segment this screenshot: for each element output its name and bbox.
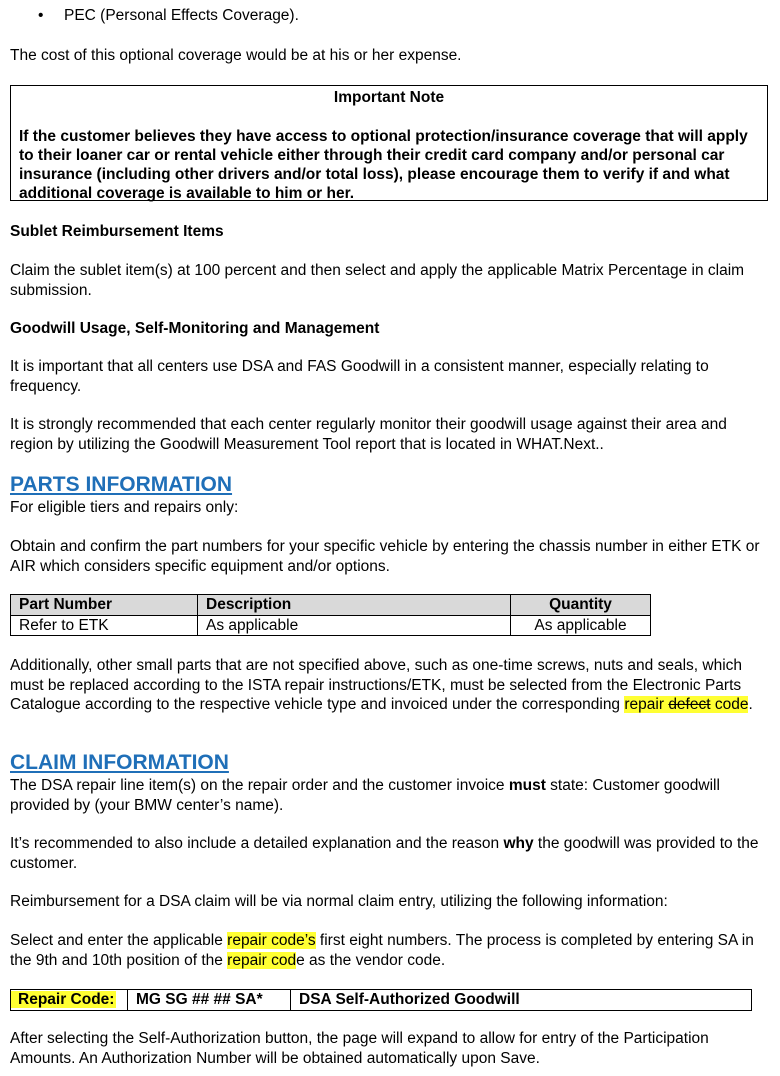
cost-text: The cost of this optional coverage would be at his or her expense. xyxy=(10,47,462,64)
p1-bold: must xyxy=(508,777,546,794)
p4-highlight-1: repair code’s xyxy=(227,932,316,949)
p2-post: the goodwill was provided to the customer. xyxy=(10,835,759,872)
claim-p4 xyxy=(10,931,770,970)
parts-additional xyxy=(10,656,770,715)
goodwill-text-2: It is strongly recommended that each center regularly monitor their goodwill usage against their area and region by utilizing the Goodwill Measurement Tool report that is located in WHAT.Next.. xyxy=(10,416,727,453)
claim-p1 xyxy=(10,776,770,815)
hl-repair-text: repair xyxy=(624,696,669,713)
parts-table xyxy=(10,594,651,636)
repair-code-table xyxy=(10,989,752,1011)
additional-end: . xyxy=(748,696,753,713)
rc-desc: DSA Self-Authorized Goodwill xyxy=(291,990,752,1011)
col-part-number: Part Number xyxy=(11,595,198,616)
parts-obtain: Obtain and confirm the part numbers for your specific vehicle by entering the chassis number in either ETK or AIR which considers specific equipment and/or options. xyxy=(10,538,760,575)
bullet-dot: • xyxy=(38,7,44,24)
note-body: If the customer believes they have access to optional protection/insurance coverage that will apply to their loaner car or rental vehicle either through their credit card company and/or personal car insurance (including other drivers and/or total loss), please encourage them to verify if and what additional coverage is available to him or her. xyxy=(19,127,748,203)
table-row xyxy=(11,615,651,636)
parts-heading: PARTS INFORMATION xyxy=(10,473,233,496)
additional-text: Additionally, other small parts that are not specified above, such as one-time screws, nuts and seals, which must be replaced according to the ISTA repair instructions/ETK, must be selected from the Electronic Parts Catalogue according to the respective vehicle type and invoiced under the corresponding xyxy=(10,657,743,713)
sublet-heading: Sublet Reimbursement Items xyxy=(10,223,224,240)
p1-post: state: Customer goodwill provided by (your BMW center’s name). xyxy=(10,777,720,814)
p4-b: first eight numbers. The process is completed by entering SA in the 9th and 10th position of the xyxy=(10,932,754,969)
p2-bold: why xyxy=(503,835,534,852)
p2-pre: It’s recommended to also include a detailed explanation and the reason xyxy=(10,835,504,852)
p1-pre: The DSA repair line item(s) on the repair order and the customer invoice xyxy=(10,777,509,794)
claim-p5: After selecting the Self-Authorization button, the page will expand to allow for entry of the Participation Amounts. An Authorization Number will be obtained automatically upon Save. xyxy=(10,1030,709,1067)
table-row xyxy=(11,990,752,1011)
highlight-repair xyxy=(624,696,748,713)
goodwill-text-1: It is important that all centers use DSA and FAS Goodwill in a consistent manner, especially relating to frequency. xyxy=(10,358,709,395)
p4-a: Select and enter the applicable xyxy=(10,932,228,949)
rc-code: MG SG ## ## SA* xyxy=(128,990,291,1011)
claim-p2 xyxy=(10,834,770,873)
claim-p3: Reimbursement for a DSA claim will be via normal claim entry, utilizing the following information: xyxy=(10,893,668,910)
note-title: Important Note xyxy=(333,89,445,106)
goodwill-heading: Goodwill Usage, Self-Monitoring and Management xyxy=(10,320,380,337)
parts-table-header xyxy=(11,595,651,616)
struck-defect: defect xyxy=(668,696,711,713)
rc-label: Repair Code: xyxy=(11,991,116,1008)
col-description: Description xyxy=(198,595,511,616)
sublet-text: Claim the sublet item(s) at 100 percent and then select and apply the applicable Matrix Percentage in claim submission. xyxy=(10,262,745,299)
bullet-text: PEC (Personal Effects Coverage). xyxy=(64,7,299,24)
cell-description: As applicable xyxy=(198,615,511,636)
rc-label-cell xyxy=(11,990,128,1011)
p4-highlight-2: repair cod xyxy=(227,951,297,969)
cell-part-number: Refer to ETK xyxy=(11,615,198,636)
claim-heading: CLAIM INFORMATION xyxy=(10,751,229,774)
p4-c: e as the vendor code. xyxy=(296,951,446,969)
important-note-box xyxy=(10,85,768,201)
col-quantity: Quantity xyxy=(511,595,651,616)
cell-quantity: As applicable xyxy=(511,615,651,636)
hl-code-text: code xyxy=(710,696,749,713)
parts-eligible: For eligible tiers and repairs only: xyxy=(10,499,239,516)
